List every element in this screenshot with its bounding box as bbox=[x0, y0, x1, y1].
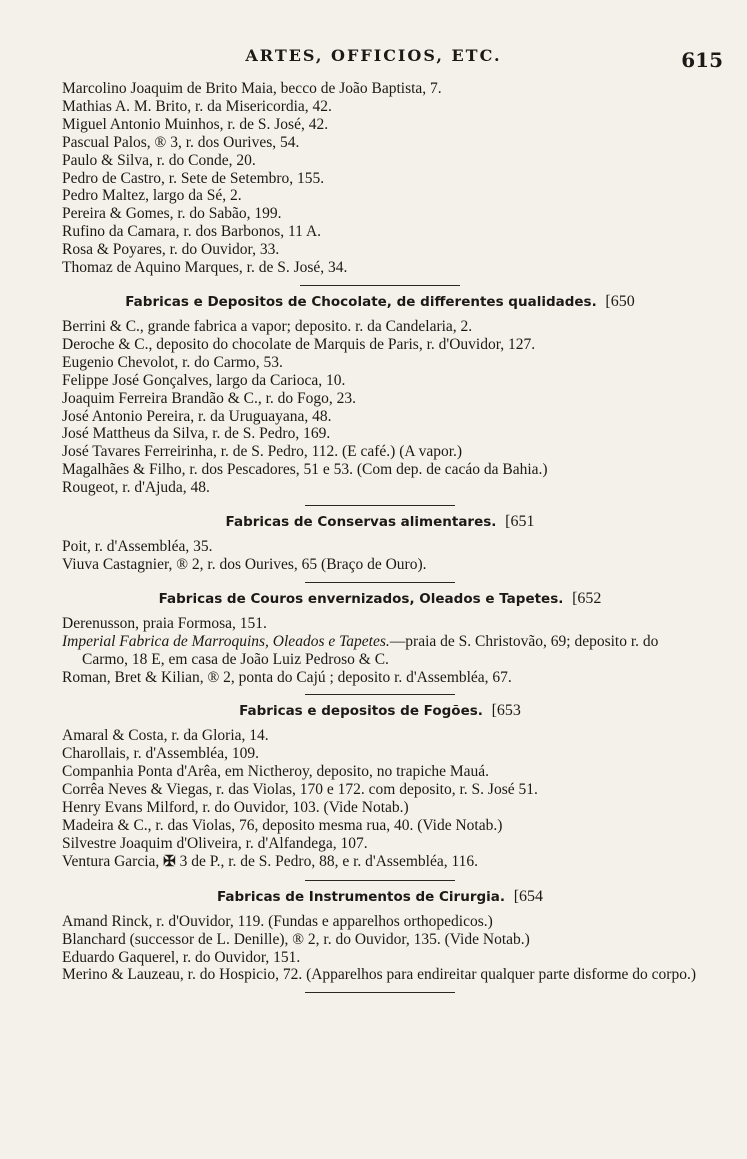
divider bbox=[305, 992, 455, 993]
page-number: 615 bbox=[681, 48, 723, 72]
list-item: Rosa & Poyares, r. do Ouvidor, 33. bbox=[62, 241, 280, 259]
list-item: Berrini & C., grande fabrica a vapor; deposito. r. da Candelaria, 2. bbox=[62, 317, 473, 335]
section-title: Fabricas de Couros envernizados, Oleados e Tapetes. bbox=[158, 590, 564, 607]
divider bbox=[305, 880, 455, 881]
list-item: José Mattheus da Silva, r. de S. Pedro, 169. bbox=[62, 425, 331, 443]
order-cross-icon: ✠ bbox=[163, 853, 176, 870]
list-item: Poit, r. d'Assembléa, 35. bbox=[62, 538, 213, 556]
section-heading bbox=[62, 292, 698, 312]
list-item: José Tavares Ferreirinha, r. de S. Pedro, 112. (E café.) (A vapor.) bbox=[62, 443, 463, 461]
entry-name: Ventura Garcia, bbox=[62, 852, 160, 870]
list-item: Magalhães & Filho, r. dos Pescadores, 51 e 53. (Com dep. de cacáo da Bahia.) bbox=[62, 461, 548, 479]
section-title: Fabricas de Conservas alimentares. bbox=[225, 514, 497, 531]
list-item: Paulo & Silva, r. do Conde, 20. bbox=[62, 151, 256, 169]
list-item: Amaral & Costa, r. da Gloria, 14. bbox=[62, 727, 269, 745]
section-title: Fabricas e depositos de Fogões. bbox=[239, 703, 483, 720]
running-title: ARTES, OFFICIOS, ETC. bbox=[245, 46, 502, 65]
section-title: Fabricas e Depositos de Chocolate, de differentes qualidades. bbox=[125, 293, 597, 310]
section-heading bbox=[62, 589, 698, 609]
list-item: Felippe José Gonçalves, largo da Carioca, 10. bbox=[62, 371, 346, 389]
list-item: Pascual Palos, ® 3, r. dos Ourives, 54. bbox=[62, 133, 300, 151]
section-title: Fabricas de Instrumentos de Cirurgia. bbox=[216, 888, 506, 905]
list-item: Miguel Antonio Muinhos, r. de S. José, 42. bbox=[62, 115, 329, 133]
section-couros bbox=[62, 589, 698, 687]
list-item: Marcolino Joaquim de Brito Maia, becco de João Baptista, 7. bbox=[62, 80, 442, 97]
list-continued bbox=[62, 80, 698, 277]
section-number: [652 bbox=[572, 589, 602, 607]
list-item: Companhia Ponta d'Arêa, em Nictheroy, deposito, no trapiche Mauá. bbox=[62, 763, 490, 781]
list-item: Pereira & Gomes, r. do Sabão, 199. bbox=[62, 205, 282, 223]
section-conservas bbox=[62, 512, 698, 574]
list-item: Henry Evans Milford, r. do Ouvidor, 103. (Vide Notab.) bbox=[62, 799, 409, 817]
section-heading bbox=[62, 512, 698, 532]
list-item: Deroche & C., deposito do chocolate de Marquis de Paris, r. d'Ouvidor, 127. bbox=[62, 335, 536, 353]
section-number: [653 bbox=[491, 702, 521, 720]
section-heading bbox=[62, 701, 698, 721]
list-item: Rufino da Camara, r. dos Barbonos, 11 A. bbox=[62, 223, 322, 241]
list-item: Blanchard (successor de L. Denille), ® 2, r. do Ouvidor, 135. (Vide Notab.) bbox=[62, 930, 530, 948]
list-item: Eugenio Chevolot, r. do Carmo, 53. bbox=[62, 353, 283, 371]
entry-address: 3 de P., r. de S. Pedro, 88, e r. d'Assembléa, 116. bbox=[179, 852, 479, 870]
list-item: Viuva Castagnier, ® 2, r. dos Ourives, 65 (Braço de Ouro). bbox=[62, 555, 427, 573]
list-item-imperial bbox=[62, 633, 698, 669]
list-item: Mathias A. M. Brito, r. da Misericordia, 42. bbox=[62, 97, 332, 115]
list-item-ventura bbox=[62, 853, 698, 872]
section-fogoes bbox=[62, 701, 698, 871]
list-item: Silvestre Joaquim d'Oliveira, r. d'Alfandega, 107. bbox=[62, 834, 368, 852]
list-item: Pedro de Castro, r. Sete de Setembro, 155. bbox=[62, 169, 325, 187]
section-number: [650 bbox=[605, 292, 635, 310]
list-item: Eduardo Gaquerel, r. do Ouvidor, 151. bbox=[62, 948, 301, 966]
list-item: José Antonio Pereira, r. da Uruguayana, 48. bbox=[62, 407, 332, 425]
list-item: Derenusson, praia Formosa, 151. bbox=[62, 614, 267, 632]
list-item: Thomaz de Aquino Marques, r. de S. José, 34. bbox=[62, 259, 348, 277]
section-number: [651 bbox=[505, 513, 535, 531]
section-chocolate bbox=[62, 292, 698, 497]
section-number: [654 bbox=[513, 887, 544, 905]
list-item: Madeira & C., r. das Violas, 76, deposito mesma rua, 40. (Vide Notab.) bbox=[62, 817, 503, 834]
list-item: Roman, Bret & Kilian, ® 2, ponta do Cajú ; deposito r. d'Assembléa, 67. bbox=[62, 668, 512, 686]
section-heading bbox=[62, 887, 698, 907]
running-head bbox=[0, 46, 747, 72]
list-item: Joaquim Ferreira Brandão & C., r. do Fogo, 23. bbox=[62, 389, 357, 407]
company-name-italic: Imperial Fabrica de Marroquins, Oleados e Tapetes. bbox=[62, 632, 390, 650]
divider bbox=[300, 285, 460, 286]
list-item: Amand Rinck, r. d'Ouvidor, 119. (Fundas e apparelhos orthopedicos.) bbox=[62, 912, 493, 930]
section-cirurgia bbox=[62, 887, 698, 985]
list-item: Pedro Maltez, largo da Sé, 2. bbox=[62, 187, 242, 205]
divider bbox=[305, 505, 455, 506]
list-item: Charollais, r. d'Assembléa, 109. bbox=[62, 745, 259, 763]
divider bbox=[305, 694, 455, 695]
divider bbox=[305, 582, 455, 583]
entry-address: —praia de S. Christovão, 69; deposito r. do Carmo, 18 E, em casa de João Luiz Pedroso & C. bbox=[82, 632, 659, 668]
list-item: Corrêa Neves & Viegas, r. das Violas, 170 e 172. com deposito, r. S. José 51. bbox=[62, 781, 538, 799]
list-item: Rougeot, r. d'Ajuda, 48. bbox=[62, 479, 210, 497]
page-content bbox=[62, 80, 698, 999]
list-item: Merino & Lauzeau, r. do Hospicio, 72. (Apparelhos para endireitar qualquer parte disforme do corpo.) bbox=[62, 966, 696, 984]
